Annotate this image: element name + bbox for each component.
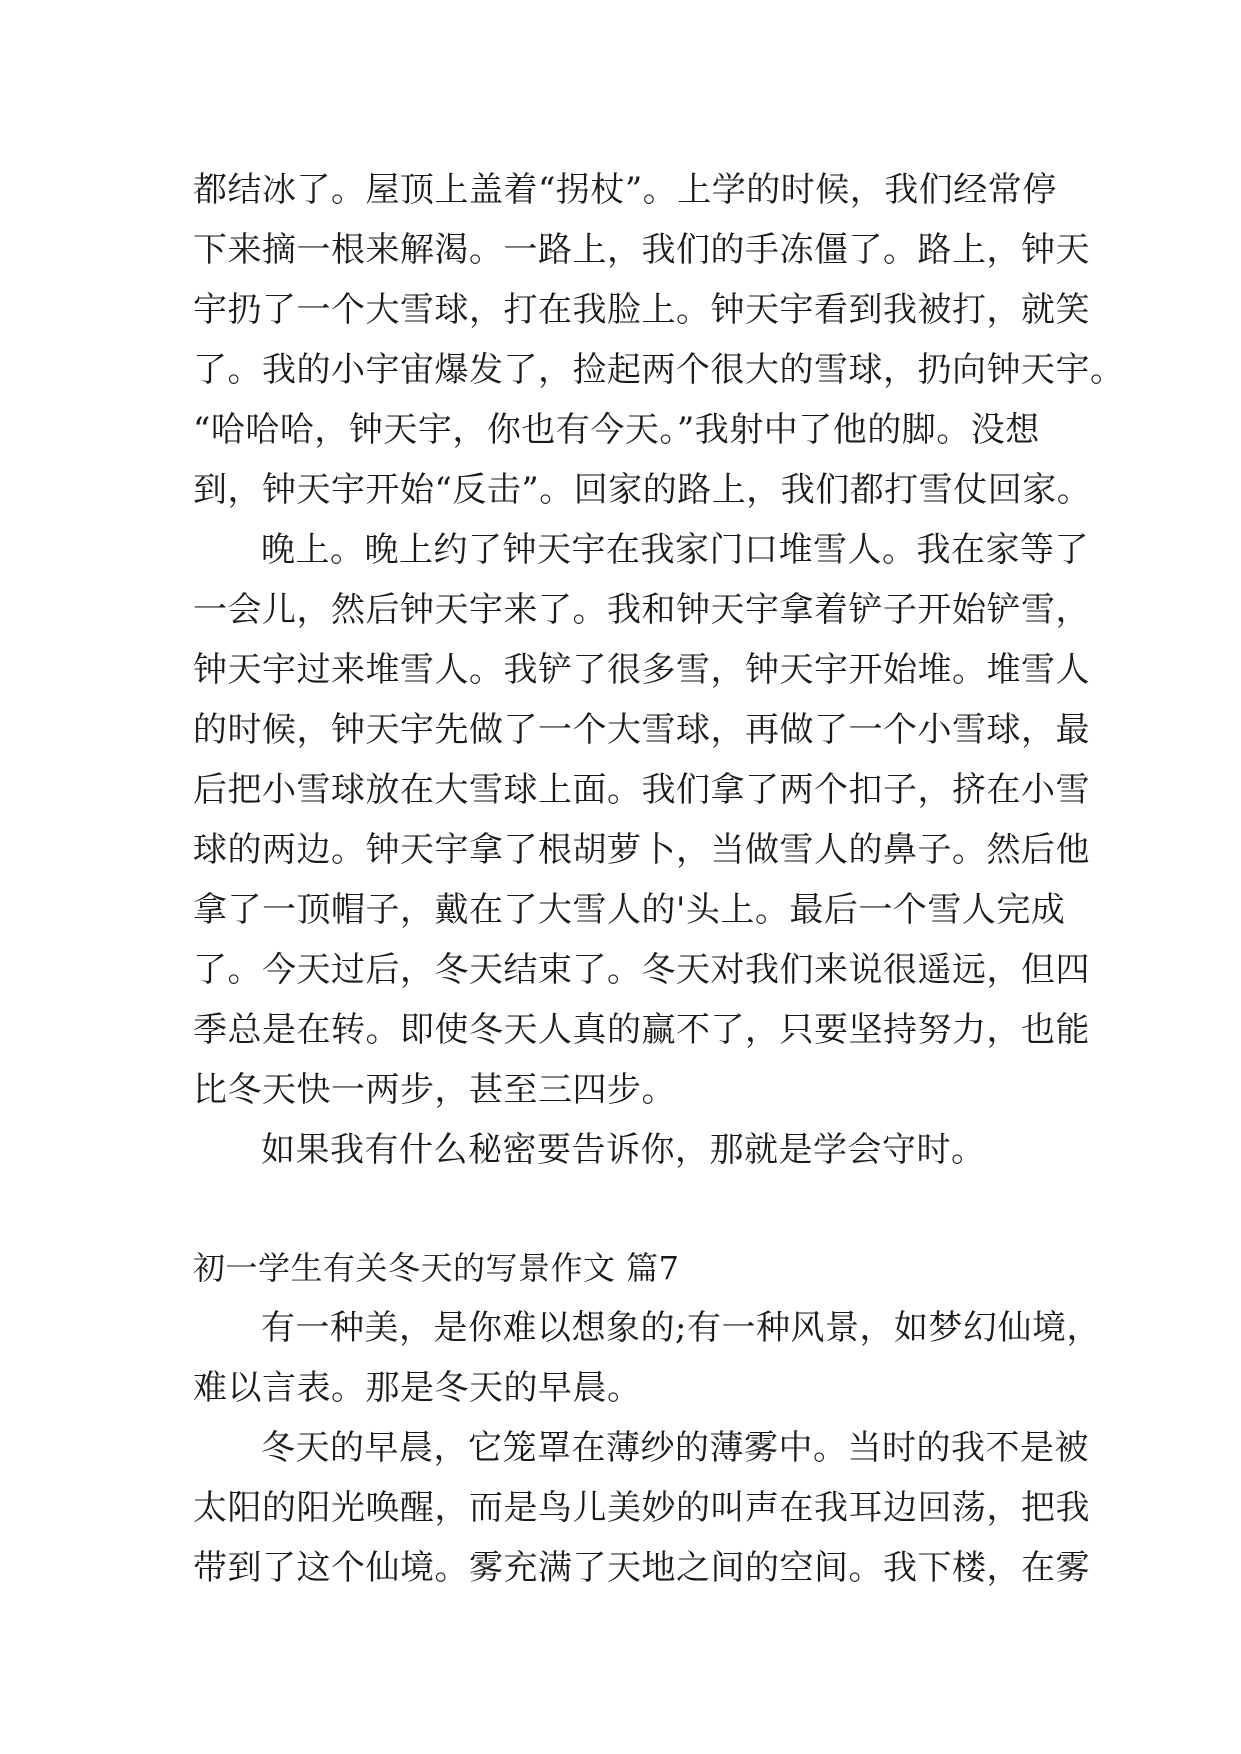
section-gap [193, 1180, 1073, 1238]
text-line: 了。今天过后，冬天结束了。冬天对我们来说很遥远，但四 [193, 950, 1090, 990]
text-line: 到，钟天宇开始“反击”。回家的路上，我们都打雪仗回家。 [193, 470, 1092, 510]
text-line: 难以言表。那是冬天的早晨。 [193, 1368, 642, 1408]
text-line: 冬天的早晨，它笼罩在薄纱的薄雾中。当时的我不是被 [261, 1428, 1089, 1468]
text-line: 拿了一顶帽子，戴在了大雪人的'头上。最后一个雪人完成 [193, 890, 1066, 930]
essay-heading: 初一学生有关冬天的写景作文 篇7 [193, 1249, 680, 1287]
paragraph-snowman [193, 520, 1090, 1120]
paragraph-morning [193, 1418, 1090, 1598]
paragraph-beauty [193, 1298, 1101, 1418]
text-line: 太阳的阳光唤醒，而是鸟儿美妙的叫声在我耳边回荡，把我 [193, 1488, 1090, 1528]
text-line: 一会儿，然后钟天宇来了。我和钟天宇拿着铲子开始铲雪， [193, 590, 1090, 630]
text-line: 后把小雪球放在大雪球上面。我们拿了两个扣子，挤在小雪 [193, 770, 1090, 810]
paragraph-secret [193, 1120, 1073, 1180]
text-line: 了。我的小宇宙爆发了，捡起两个很大的雪球，扔向钟天宇。 [193, 350, 1125, 390]
text-line: 都结冰了。屋顶上盖着“拐杖”。上学的时候，我们经常停 [193, 170, 1057, 210]
text-line: 宇扔了一个大雪球，打在我脸上。钟天宇看到我被打，就笑 [193, 290, 1090, 330]
text-line: 钟天宇过来堆雪人。我铲了很多雪，钟天宇开始堆。堆雪人 [193, 650, 1090, 690]
text-line: 的时候，钟天宇先做了一个大雪球，再做了一个小雪球，最 [193, 710, 1090, 750]
text-line: 晚上。晚上约了钟天宇在我家门口堆雪人。我在家等了 [261, 530, 1089, 570]
text-line: 有一种美，是你难以想象的;有一种风景，如梦幻仙境， [261, 1308, 1101, 1348]
text-line: 下来摘一根来解渴。一路上，我们的手冻僵了。路上，钟天 [193, 230, 1090, 270]
paragraph-snowball-fight [193, 160, 1125, 520]
text-line: 带到了这个仙境。雾充满了天地之间的空间。我下楼，在雾 [193, 1548, 1090, 1588]
text-line: 球的两边。钟天宇拿了根胡萝卜，当做雪人的鼻子。然后他 [193, 830, 1090, 870]
document-body [193, 160, 1125, 1598]
text-line: “哈哈哈，钟天宇，你也有今天。”我射中了他的脚。没想 [193, 410, 1040, 450]
text-line: 如果我有什么秘密要告诉你，那就是学会守时。 [261, 1130, 986, 1170]
text-line: 季总是在转。即使冬天人真的赢不了，只要坚持努力，也能 [193, 1010, 1090, 1050]
text-line: 比冬天快一两步，甚至三四步。 [193, 1070, 676, 1110]
